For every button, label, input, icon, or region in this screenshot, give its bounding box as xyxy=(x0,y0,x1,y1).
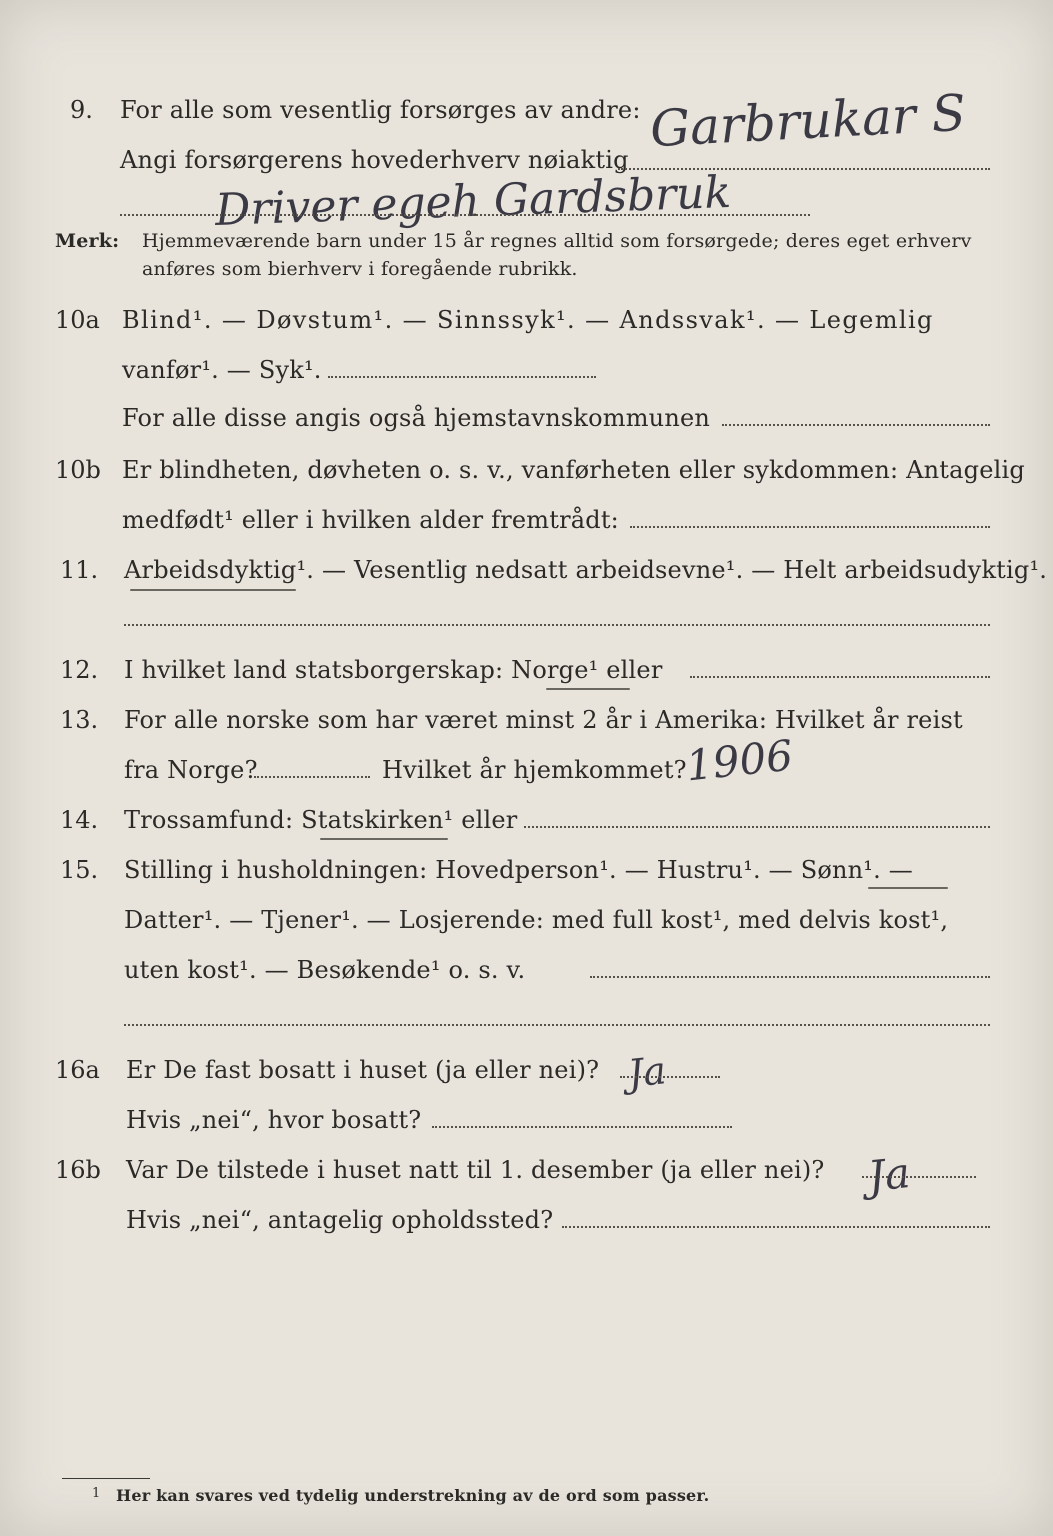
q11-answer-line xyxy=(124,624,990,626)
q15-sonn-underline xyxy=(868,887,948,889)
q15-line3: uten kost¹. — Besøkende¹ o. s. v. xyxy=(124,956,526,984)
q12-norge-underline xyxy=(546,688,630,690)
q15-answer-line2 xyxy=(124,1024,990,1026)
q13-line2b: Hvilket år hjemkommet? xyxy=(382,756,687,784)
q16a-number: 16a xyxy=(55,1056,100,1084)
q12-answer-line xyxy=(690,676,990,678)
q10a-line1: Blind¹. — Døvstum¹. — Sinnssyk¹. — Andssvak¹. — Legemlig xyxy=(122,306,934,334)
q13-line2a: fra Norge? xyxy=(124,756,258,784)
q16b-line2: Hvis „nei“, antagelig opholdssted? xyxy=(126,1206,554,1234)
q10b-number: 10b xyxy=(55,456,101,484)
q16b-line1: Var De tilstede i huset natt til 1. desember (ja eller nei)? xyxy=(126,1156,825,1184)
footnote-rule xyxy=(62,1478,150,1479)
q10a-kommune-line xyxy=(722,424,990,426)
q16a-answer-line xyxy=(620,1076,720,1078)
footnote-mark: 1 xyxy=(92,1486,101,1501)
q10b-line1: Er blindheten, døvheten o. s. v., vanførheten eller sykdommen: Antagelig xyxy=(122,456,1025,484)
q16a-line1: Er De fast bosatt i huset (ja eller nei)? xyxy=(126,1056,600,1084)
q11-number: 11. xyxy=(60,556,99,584)
q15-line1: Stilling i husholdningen: Hovedperson¹. — Hustru¹. — Sønn¹. — xyxy=(124,856,913,884)
q9-answer2: Driver egeh Gardsbruk xyxy=(214,167,732,236)
q12-number: 12. xyxy=(60,656,99,684)
q15-number: 15. xyxy=(60,856,99,884)
q9-answer-line2 xyxy=(120,214,810,216)
q10a-number: 10a xyxy=(55,306,100,334)
q10a-line3: For alle disse angis også hjemstavnskommunen xyxy=(122,404,711,432)
footnote-text: Her kan svares ved tydelig understrekning av de ord som passer. xyxy=(116,1486,710,1505)
q16b-number: 16b xyxy=(55,1156,101,1184)
q16a-bosatt-line xyxy=(432,1126,732,1128)
q9-line1: For alle som vesentlig forsørges av andre: xyxy=(120,96,641,124)
q16a-answer: Ja xyxy=(625,1048,669,1096)
merk-label: Merk: xyxy=(55,230,120,252)
q13-line1: For alle norske som har været minst 2 år i Amerika: Hvilket år reist xyxy=(124,706,963,734)
q15-line2: Datter¹. — Tjener¹. — Losjerende: med full kost¹, med delvis kost¹, xyxy=(124,906,949,934)
q16b-answer-line xyxy=(862,1176,976,1178)
q13-reist-line xyxy=(254,776,370,778)
q16a-line2: Hvis „nei“, hvor bosatt? xyxy=(126,1106,422,1134)
q9-answer1: Garbrukar S xyxy=(648,83,968,159)
q10a-line2: vanfør¹. — Syk¹. xyxy=(122,356,322,384)
q9-line2: Angi forsørgerens hovederhverv nøiaktig xyxy=(120,146,629,174)
q11-arbeidsdyktig-underline xyxy=(130,589,296,591)
q14-number: 14. xyxy=(60,806,99,834)
q12-line1: I hvilket land statsborgerskap: Norge¹ eller xyxy=(124,656,663,684)
merk-line2: anføres som bierhverv i foregående rubrikk. xyxy=(142,258,578,280)
q15-answer-line1 xyxy=(590,976,990,978)
q10a-syk-line xyxy=(328,376,596,378)
q14-line1: Trossamfund: Statskirken¹ eller xyxy=(124,806,518,834)
q14-statskirken-underline xyxy=(320,838,448,840)
q10b-line2: medfødt¹ eller i hvilken alder fremtrådt: xyxy=(122,506,619,534)
q13-answer: 1906 xyxy=(683,730,796,791)
q14-answer-line xyxy=(524,826,990,828)
merk-line1: Hjemmeværende barn under 15 år regnes alltid som forsørgede; deres eget erhverv xyxy=(142,230,972,252)
q13-number: 13. xyxy=(60,706,99,734)
q10b-alder-line xyxy=(630,526,990,528)
q9-number: 9. xyxy=(70,96,93,124)
q16b-opholdssted-line xyxy=(562,1226,990,1228)
q16b-answer: Ja xyxy=(865,1147,913,1202)
q11-line1: Arbeidsdyktig¹. — Vesentlig nedsatt arbeidsevne¹. — Helt arbeidsudyktig¹. xyxy=(124,556,1048,584)
